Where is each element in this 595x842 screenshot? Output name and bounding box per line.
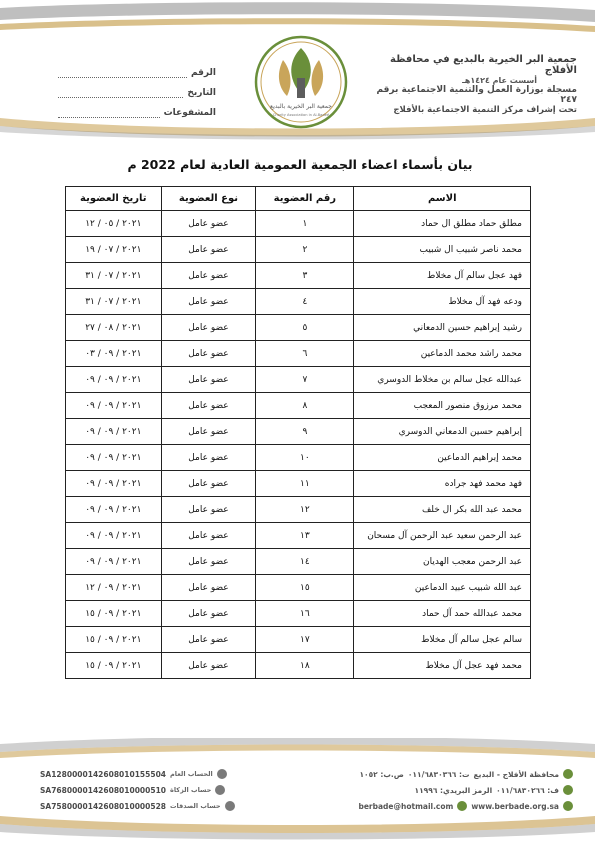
cell-name: محمد راشد محمد الدماعين <box>354 341 531 367</box>
account-line <box>40 766 235 782</box>
cell-number: ٤ <box>256 289 354 315</box>
cell-type: عضو عامل <box>161 497 256 523</box>
fax-text: ف: ٠١١/٦٨٣٠٢٦٦ <box>496 785 559 795</box>
cell-name: فهد محمد فهد جراده <box>354 471 531 497</box>
table-row <box>66 393 531 419</box>
cell-name: عبد الله شبيب عبيد الدماعين <box>354 575 531 601</box>
ref-attachments-line <box>58 109 160 118</box>
table-header-row <box>66 187 531 211</box>
cell-name: محمد فهد عجل آل مخلاط <box>354 653 531 679</box>
cell-date: ٢٠٢١ / ٠٩ / ٠٩ <box>66 367 162 393</box>
cell-name: محمد عبدالله حمد آل حماد <box>354 601 531 627</box>
header-name: الاسم <box>354 187 531 211</box>
cell-type: عضو عامل <box>161 211 256 237</box>
cell-type: عضو عامل <box>161 393 256 419</box>
bank-accounts <box>40 766 235 814</box>
account-label: حساب الصدقات <box>170 802 221 810</box>
cell-date: ٢٠٢١ / ٠٩ / ١٥ <box>66 627 162 653</box>
cell-type: عضو عامل <box>161 367 256 393</box>
cell-name: فهد عجل سالم آل مخلاط <box>354 263 531 289</box>
cell-number: ١٢ <box>256 497 354 523</box>
cell-number: ٣ <box>256 263 354 289</box>
header-membership-type: نوع العضوية <box>161 187 256 211</box>
table-row <box>66 315 531 341</box>
cell-type: عضو عامل <box>161 549 256 575</box>
account-label: حساب الزكاة <box>170 786 212 794</box>
cell-date: ٢٠٢١ / ٠٩ / ٠٩ <box>66 419 162 445</box>
table-row <box>66 341 531 367</box>
table-row <box>66 523 531 549</box>
cell-name: عبدالله عجل سالم بن مخلاط الدوسري <box>354 367 531 393</box>
cell-number: ٨ <box>256 393 354 419</box>
pobox-text: ص.ب: ١٠٥٢ <box>359 769 404 779</box>
cell-number: ٩ <box>256 419 354 445</box>
bank-icon <box>225 801 235 811</box>
contact-line-address <box>358 766 573 782</box>
cell-name: مطلق حماد مطلق ال حماد <box>354 211 531 237</box>
ref-date-row <box>58 78 216 98</box>
cell-number: ١٨ <box>256 653 354 679</box>
cell-type: عضو عامل <box>161 289 256 315</box>
cell-name: محمد عبد الله بكر ال خلف <box>354 497 531 523</box>
cell-type: عضو عامل <box>161 419 256 445</box>
cell-number: ١٤ <box>256 549 354 575</box>
cell-date: ٢٠٢١ / ٠٩ / ٠٩ <box>66 445 162 471</box>
table-row <box>66 653 531 679</box>
ref-date-line <box>58 89 183 98</box>
cell-number: ١٣ <box>256 523 354 549</box>
cell-date: ٢٠٢١ / ٠٧ / ١٩ <box>66 237 162 263</box>
cell-name: إبراهيم حسين الدمعاني الدوسري <box>354 419 531 445</box>
cell-type: عضو عامل <box>161 341 256 367</box>
table-row <box>66 237 531 263</box>
web-icon <box>563 801 573 811</box>
cell-date: ٢٠٢١ / ٠٩ / ١٥ <box>66 601 162 627</box>
cell-date: ٢٠٢١ / ٠٥ / ١٢ <box>66 211 162 237</box>
cell-number: ١٠ <box>256 445 354 471</box>
bank-icon <box>217 769 227 779</box>
phone-text: ت: ٠١١/٦٨٣٠٣٦٦ <box>407 769 470 779</box>
table-row <box>66 575 531 601</box>
cell-number: ١١ <box>256 471 354 497</box>
cell-name: رشيد إبراهيم حسين الدمعاني <box>354 315 531 341</box>
email-icon <box>457 801 467 811</box>
cell-type: عضو عامل <box>161 653 256 679</box>
cell-type: عضو عامل <box>161 237 256 263</box>
table-row <box>66 419 531 445</box>
cell-number: ٦ <box>256 341 354 367</box>
logo-text: جمعية البر الخيرية بالبديع <box>270 103 332 110</box>
cell-name: عبد الرحمن معجب الهديان <box>354 549 531 575</box>
address-text: محافظة الأفلاج - البديع <box>473 769 559 779</box>
account-number: SA1280000142608010155504 <box>40 769 167 779</box>
account-number: SA7680000142608010000510 <box>40 785 167 795</box>
cell-type: عضو عامل <box>161 471 256 497</box>
cell-name: محمد مرزوق منصور المعجب <box>354 393 531 419</box>
cell-number: ١٥ <box>256 575 354 601</box>
ref-date-label: التاريخ <box>187 88 216 98</box>
ref-number-row <box>58 58 216 78</box>
fax-icon <box>563 785 573 795</box>
org-registration: مسجلة بوزارة العمل والتنمية الاجتماعية برقم ٢٤٧ <box>376 85 577 105</box>
cell-date: ٢٠٢١ / ٠٨ / ٢٧ <box>66 315 162 341</box>
table-row <box>66 549 531 575</box>
cell-name: محمد ناصر شبيب ال شبيب <box>354 237 531 263</box>
cell-date: ٢٠٢١ / ٠٩ / ٠٩ <box>66 471 162 497</box>
cell-type: عضو عامل <box>161 263 256 289</box>
cell-name: سالم عجل سالم آل مخلاط <box>354 627 531 653</box>
association-logo <box>253 34 349 130</box>
table-row <box>66 627 531 653</box>
account-line <box>40 798 235 814</box>
table-row <box>66 263 531 289</box>
table-row <box>66 289 531 315</box>
cell-number: ٧ <box>256 367 354 393</box>
cell-number: ٢ <box>256 237 354 263</box>
table-row <box>66 211 531 237</box>
cell-date: ٢٠٢١ / ٠٧ / ٣١ <box>66 289 162 315</box>
account-number: SA7580000142608010000528 <box>40 801 167 811</box>
logo-subtext: Charity Association in Al-Badeé <box>272 113 330 117</box>
org-supervision: تحت إشراف مركز التنمية الاجتماعية بالأفلاج <box>393 105 577 115</box>
ref-number-label: الرقم <box>190 68 216 78</box>
cell-number: ٥ <box>256 315 354 341</box>
cell-date: ٢٠٢١ / ٠٩ / ٠٩ <box>66 549 162 575</box>
email-text[interactable]: berbade@hotmail.com <box>358 801 454 811</box>
cell-type: عضو عامل <box>161 575 256 601</box>
cell-name: عبد الرحمن سعيد عبد الرحمن آل مسحان <box>354 523 531 549</box>
ref-number-line <box>58 69 187 78</box>
cell-name: محمد إبراهيم الدماعين <box>354 445 531 471</box>
org-name: جمعية البر الخيرية بالبديع في محافظة الأفلاج <box>390 54 577 76</box>
organization-info <box>367 54 577 115</box>
cell-name: ودعه فهد آل مخلاط <box>354 289 531 315</box>
cell-type: عضو عامل <box>161 627 256 653</box>
bank-icon <box>215 785 225 795</box>
ref-attachments-row <box>58 98 216 118</box>
cell-type: عضو عامل <box>161 523 256 549</box>
cell-date: ٢٠٢١ / ٠٩ / ٠٩ <box>66 523 162 549</box>
location-icon <box>563 769 573 779</box>
cell-date: ٢٠٢١ / ٠٩ / ١٢ <box>66 575 162 601</box>
cell-date: ٢٠٢١ / ٠٩ / ١٥ <box>66 653 162 679</box>
header-membership-number: رقم العضوية <box>256 187 354 211</box>
cell-type: عضو عامل <box>161 601 256 627</box>
cell-date: ٢٠٢١ / ٠٩ / ٠٩ <box>66 497 162 523</box>
reference-fields <box>58 58 216 118</box>
contact-line-web <box>358 798 573 814</box>
members-table <box>65 186 531 679</box>
contact-line-fax <box>358 782 573 798</box>
cell-number: ١٦ <box>256 601 354 627</box>
account-label: الحساب العام <box>170 770 213 778</box>
cell-number: ١٧ <box>256 627 354 653</box>
table-row <box>66 601 531 627</box>
table-row <box>66 367 531 393</box>
page-title: بيان بأسماء اعضاء الجمعية العمومية العادية لعام 2022 م <box>127 157 473 172</box>
table-row <box>66 497 531 523</box>
cell-type: عضو عامل <box>161 445 256 471</box>
table-row <box>66 471 531 497</box>
contact-info <box>358 766 573 814</box>
table-row <box>66 445 531 471</box>
cell-type: عضو عامل <box>161 315 256 341</box>
postal-text: الرمز البريدي: ١١٩٩٦ <box>414 785 493 795</box>
cell-date: ٢٠٢١ / ٠٩ / ٠٣ <box>66 341 162 367</box>
account-line <box>40 782 235 798</box>
ref-attachments-label: المشفوعات <box>163 108 216 118</box>
org-founded: أسست عام ١٤٢٤هـ <box>462 76 537 85</box>
header-membership-date: تاريخ العضوية <box>66 187 162 211</box>
cell-date: ٢٠٢١ / ٠٩ / ٠٩ <box>66 393 162 419</box>
cell-number: ١ <box>256 211 354 237</box>
website-text[interactable]: www.berbade.org.sa <box>471 801 559 811</box>
cell-date: ٢٠٢١ / ٠٧ / ٣١ <box>66 263 162 289</box>
